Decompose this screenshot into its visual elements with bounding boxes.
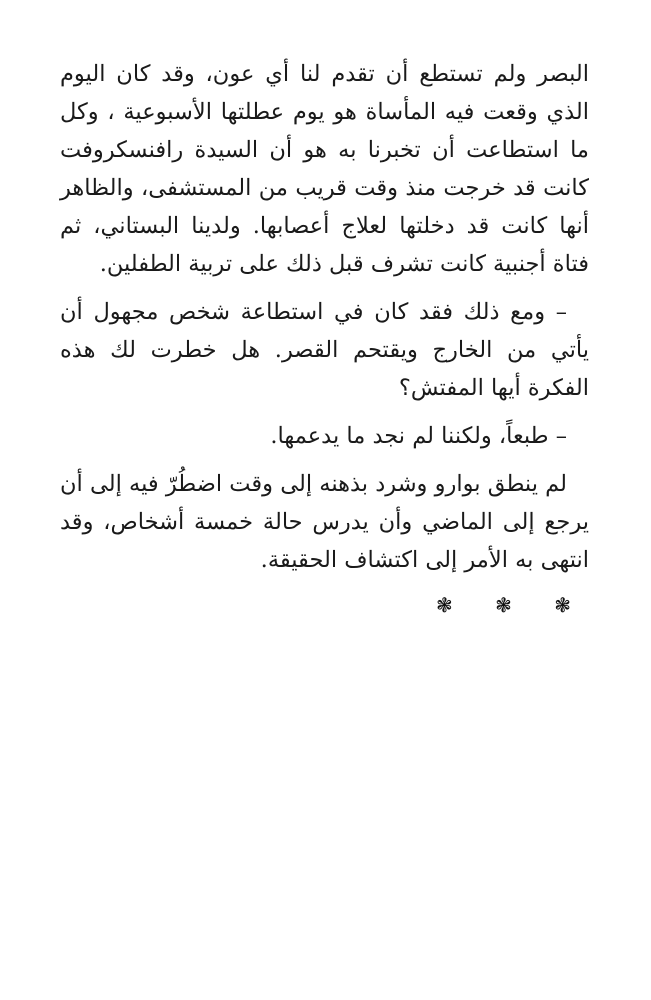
page-content (60, 55, 589, 617)
paragraph-gap (60, 283, 589, 293)
paragraph-gap (60, 407, 589, 417)
paragraph-2-dialogue: – ومع ذلك فقد كان في استطاعة شخص مجهول أن يأتي من الخارج ويقتحم القصر. هل خطرت لك هذه الفكرة أيها المفتش؟ (60, 299, 589, 401)
section-break-ornament: ❃ ❃ ❃ (436, 593, 589, 617)
paragraph-1: البصر ولم تستطع أن تقدم لنا أي عون، وقد كان اليوم الذي وقعت فيه المأساة هو يوم عطلتها الأسبوعية ، وكل ما استطاعت أن تخبرنا به هو أن السيدة رافنسكروفت كانت قد خرجت منذ وقت قريب من المستشفى، والظاهر أنها كانت قد دخلتها لعلاج أعصابها. ولدينا البستاني، ثم فتاة أجنبية كانت تشرف قبل ذلك على تربية الطفلين. (60, 61, 589, 277)
paragraph-3-dialogue: – طبعاً، ولكننا لم نجد ما يدعمها. (270, 423, 567, 449)
paragraph-gap (60, 455, 589, 465)
paragraph-4: لم ينطق بوارو وشرد بذهنه إلى وقت اضطُرّ فيه إلى أن يرجع إلى الماضي وأن يدرس حالة خمسة أشخاص، وقد انتهى به الأمر إلى اكتشاف الحقيقة. (60, 471, 589, 573)
